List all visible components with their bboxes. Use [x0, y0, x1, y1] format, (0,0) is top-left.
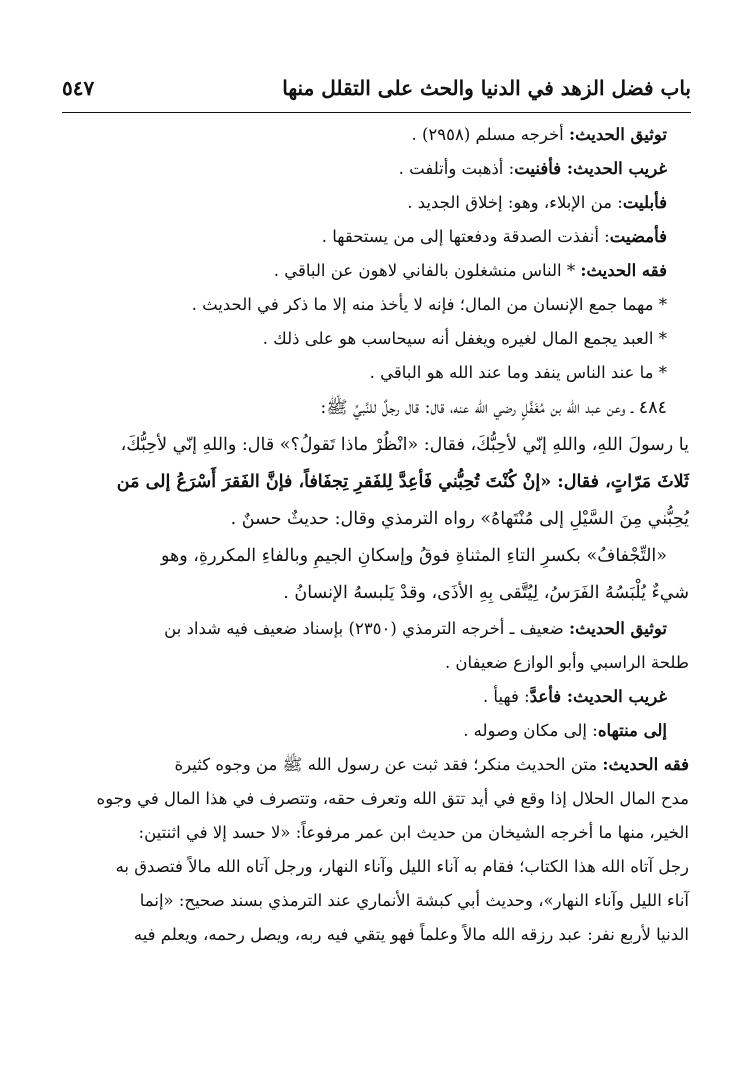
paragraph-fiqh-5-line-3: الخير، منها ما أخرجه الشيخان من حديث ابن عمر مرفوعاً: «لا حسد إلا في اثنتين: [138, 823, 689, 842]
page-number: ٥٤٧ [62, 76, 95, 100]
paragraph-fiqh-5-line-2: مدح المال الحلال إذا وقع في أيد تتق الله وتعرف حقه، وتتصرف في هذا المال في وجوه [96, 789, 689, 808]
paragraph-fiqh-4: * ما عند الناس ينفد وما عند الله هو الباقي . [369, 363, 667, 382]
paragraph-gharib-1: غريب الحديث: فأفنيت: أذهبت وأتلفت . [398, 159, 667, 178]
page-body [64, 118, 689, 952]
paragraph-fiqh-5-line-4: رجل آتاه الله هذا الكتاب؛ فقام به آناء الليل وآناء النهار، ورجل آتاه الله مالاً فتصدق به [115, 857, 689, 876]
hadith-line-2: يا رسولَ اللهِ، واللهِ إنّي لأحِبُّكَ، فقال: «انْظُرْ ماذا تَقولُ؟» قال: واللهِ إنّي لأحِبُّكَ، [120, 435, 689, 455]
paragraph-takhrij-2-cont: طلحة الراسبي وأبو الوازع ضعيفان . [444, 653, 689, 672]
paragraph-fiqh-5: فقه الحديث: متن الحديث منكر؛ فقد ثبت عن رسول الله ﷺ من وجوه كثيرة [174, 755, 689, 774]
paragraph-muntahah: إلى منتهاه: إلى مكان وصوله . [463, 721, 667, 740]
paragraph-takhrij-2: توثيق الحديث: ضعيف ـ أخرجه الترمذي (٢٣٥٠) بإسناد ضعيف فيه شداد بن [164, 619, 667, 638]
paragraph-fiqh-5-line-5: آناء الليل وآناء النهار»، وحديث أبي كبشة الأنماري عند الترمذي بسند صحيح: «إنما [139, 891, 689, 910]
hadith-explanation-1: «التِّجْفافُ» بكسرِ التاءِ المثناةِ فوقُ وإسكانِ الجيمِ وبالفاءِ المكررةِ، وهو [160, 546, 667, 566]
paragraph-fiqh-5-line-6: الدنيا لأربع نفر: عبد رزقه الله مالاً وعلماً فهو يتقي فيه ربه، ويصل رحمه، ويعلم فيه [133, 925, 689, 944]
paragraph-fiqh-1: فقه الحديث: * الناس منشغلون بالفاني لاهون عن الباقي . [273, 261, 667, 280]
hadith-line-4: يُحِبُّني مِنَ السَّيْلِ إلى مُنْتَهاهُ» رواه الترمذي وقال: حديثٌ حسنٌ . [230, 509, 689, 529]
paragraph-gharib-2: غريب الحديث: فأعدَّ: فهيأ . [482, 687, 667, 706]
running-title: باب فضل الزهد في الدنيا والحث على التقلل منها [282, 76, 691, 100]
paragraph-amdayt: فأمضيت: أنفذت الصدقة ودفعتها إلى من يستحقها . [321, 227, 667, 246]
paragraph-fiqh-3: * العبد يجمع المال لغيره ويغفل أنه سيحاسب هو على ذلك . [262, 329, 667, 348]
paragraph-ablayt: فأبليت: من الإبلاء، وهو: إخلاق الجديد . [407, 193, 667, 212]
paragraph-takhrij-1: توثيق الحديث: أخرجه مسلم (٢٩٥٨) . [411, 125, 667, 144]
hadith-line-3: ثَلاثَ مَرّاتٍ، فقال: «إنْ كُنْتَ تُحِبُّني فَأعِدَّ لِلفَقرِ تِجفَافاً، فإنَّ الفَقرَ أَسْرَعُ إلى مَن [116, 472, 689, 492]
hadith-explanation-2: شيءٌ يُلْبَسُهُ الفَرَسُ، لِيُتَّقى بِهِ الأذَى، وقدْ يَلبسهُ الإنسانُ . [283, 583, 689, 603]
paragraph-fiqh-2: * مهما جمع الإنسان من المال؛ فإنه لا يأخذ منه إلا ما ذكر في الحديث . [191, 295, 667, 314]
hadith-line-1: ٤٨٤ ـ وعن عبد الله بن مُغَفَّلٍ رضي الله عنه، قال: قال رجلٌ للنَّبيِّ ﷺ: [320, 398, 667, 418]
page-header [62, 70, 691, 113]
